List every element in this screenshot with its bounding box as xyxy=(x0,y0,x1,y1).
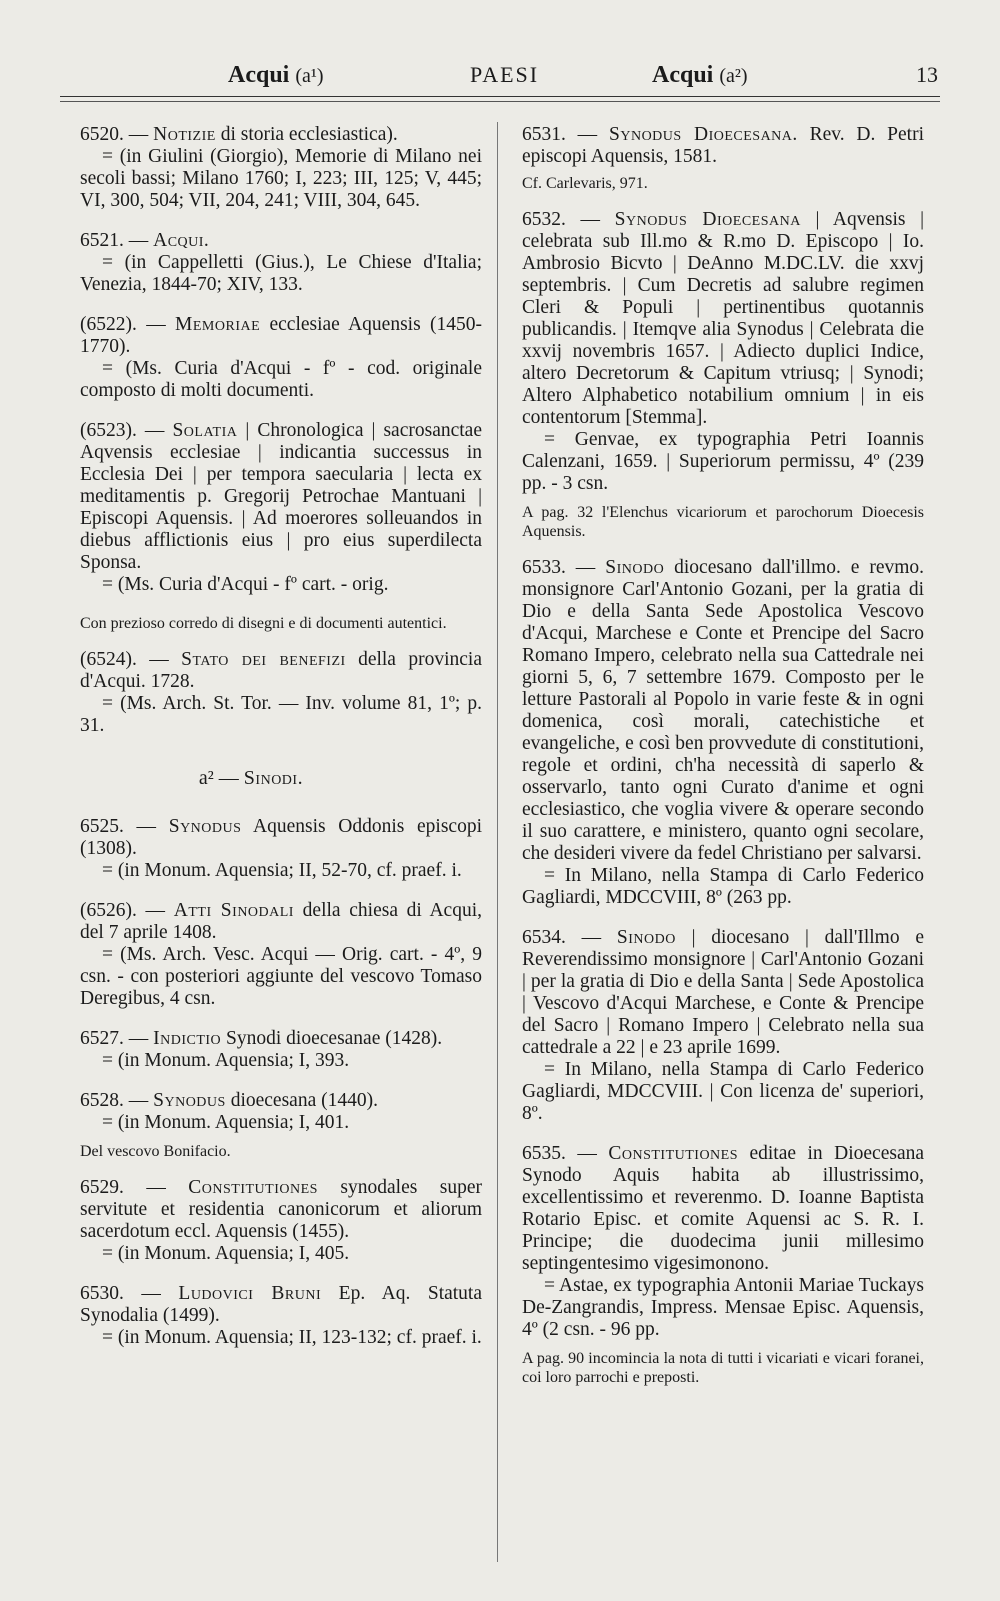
header-section: PAESI xyxy=(470,62,540,87)
entry-6526: (6526). — Atti Sinodali della chiesa di Acqui, del 7 aprile 1408. = (Ms. Arch. Vesc. Acqui — Orig. cart. - 4º, 9 csn. - con posteriori aggiunte del vescovo Tomaso Deregibus, 4 csn. xyxy=(80,900,482,1009)
column-separator xyxy=(497,122,498,1562)
note-6535: A pag. 90 incomincia la nota di tutti i vicariati e vicari foranei, coi loro parrochi e preposti. xyxy=(522,1350,924,1386)
page-number: 13 xyxy=(916,62,938,87)
header-rule-thin xyxy=(60,101,940,102)
entry-6528: 6528. — Synodus dioecesana (1440). = (in Monum. Aquensia; I, 401. xyxy=(80,1090,378,1133)
note-6531: Cf. Carlevaris, 971. xyxy=(522,175,648,192)
entry-6525: 6525. — Synodus Aquensis Oddonis episcopi (1308). = (in Monum. Aquensia; II, 52-70, cf. praef. i. xyxy=(80,816,482,881)
entry-6529: 6529. — Constitutiones synodales super servitute et residentia canonicorum et aliorum sacerdotum eccl. Aquensis (1455). = (in Monum. Aquensia; I, 405. xyxy=(80,1177,482,1264)
header-right-title: Acqui (a²) xyxy=(652,62,748,88)
entry-6533: 6533. — Sinodo diocesano dall'illmo. e revmo. monsignore Carl'Antonio Gozani, per la gratia di Dio e della Santa Sede Apostolica Vescovo d'Acqui, Marchese e Conte et Prencipe del Sacro Romano Impero, celebrato nella sua Cattedrale nei giorni 5, 6, 7 settembre 1679. Composto per le letture Pastorali al Popolo in varie feste & in ogni domenica, così morali, catechistiche et evangeliche, e così ben provvedute di constitutioni, regole et ordini, ch'ha necessità di saperlo & osservarlo, tanto ogni Curato d'anime et ogni ecclesiastico, che voglia vivere & operare secondo il suo carattere, e ministero, quanto ogni secolare, che desideri vivere da fedel Christiano per salvarsi. = In Milano, nella Stampa di Carlo Federico Gagliardi, MDCCVIII, 8º (263 pp. xyxy=(522,557,925,908)
entry-6523: (6523). — Solatia | Chronologica | sacrosanctae Aqvensis ecclesiae | indicantia successus in Ecclesia Dei | per tempora saecularia | lecta ex meditamentis p. Gregorij Petrochae Mantuani | Episcopi Aquensis. | Ad moerores solleuandos in diebus afflictionis eius | pro eius superdilecta Sponsa. = (Ms. Curia d'Acqui - fº cart. - orig. xyxy=(80,420,482,595)
header-left-title: Acqui (a¹) xyxy=(228,62,324,88)
section-heading: a² — Sinodi. xyxy=(198,767,304,789)
entry-6527: 6527. — Indictio Synodi dioecesanae (1428). = (in Monum. Aquensia; I, 393. xyxy=(80,1028,443,1071)
running-header xyxy=(60,56,940,96)
entry-6524: (6524). — Stato dei benefizi della provincia d'Acqui. 1728. = (Ms. Arch. St. Tor. — Inv. volume 81, 1º; p. 31. xyxy=(80,649,482,736)
entry-6522: (6522). — Memoriae ecclesiae Aquensis (1450-1770). = (Ms. Curia d'Acqui - fº - cod. originale composto di molti documenti. xyxy=(80,314,482,401)
entry-6535: 6535. — Constitutiones editae in Dioecesana Synodo Aquis habita ab illustrissimo, excellentissimo et reverenmo. D. Ioanne Baptista Rotario Episc. et comite Aquensi ac S. R. I. Principe; die duodecima junii millesimo septingentesimo vigesimonono. = Astae, ex typographia Antonii Mariae Tuckays De-Zangrandis, Impress. Mensae Episc. Aquensis, 4º (2 csn. - 96 pp. xyxy=(522,1143,925,1340)
entry-6534: 6534. — Sinodo | diocesano | dall'Illmo e Reverendissimo monsignore | Carl'Antonio Gozani | per la gratia di Dio e della Santa | Sede Apostolica | Vescovo d'Acqui Marchese, e Conte & Prencipe del Sacro | Romano Impero | Celebrato nella sua cattedrale a 22 | e 23 aprile 1699. = In Milano, nella Stampa di Carlo Federico Gagliardi, MDCCVIII. | Con licenza de' superiori, 8º. xyxy=(522,927,925,1124)
header-rule xyxy=(60,96,940,97)
note-6532: A pag. 32 l'Elenchus vicariorum et parochorum Dioecesis Aquensis. xyxy=(522,504,924,540)
left-column xyxy=(80,124,482,1367)
right-column xyxy=(522,124,924,1403)
entry-6521: 6521. — Acqui. = (in Cappelletti (Gius.), Le Chiese d'Italia; Venezia, 1844-70; XIV, 133. xyxy=(80,230,482,295)
entry-6530: 6530. — Ludovici Bruni Ep. Aq. Statuta Synodalia (1499). = (in Monum. Aquensia; II, 123-132; cf. praef. i. xyxy=(80,1283,483,1348)
entry-6531: 6531. — Synodus Dioecesana. Rev. D. Petri episcopi Aquensis, 1581. xyxy=(522,124,925,167)
note-6523: Con prezioso corredo di disegni e di documenti autentici. xyxy=(80,615,447,632)
entry-6532: 6532. — Synodus Dioecesana | Aqvensis | celebrata sub Ill.mo & R.mo D. Episcopo | Io. Ambrosio Bicvto | DeAnno M.DC.LV. die xxvj septembris. | Cum Decretis ad salubre regimen Cleri & Populi | pertinentibus quotannis publicandis. | Itemqve alia Synodus | Celebrata die xxvij novembris 1657. | Adiecto duplici Indice, altero Decretorum & Capitum vtriusq; | Synodi; Altero Alphabetico notabilium omnium | in eis contentorum [Stemma]. = Genvae, ex typographia Petri Ioannis Calenzani, 1659. | Superiorum permissu, 4º (239 pp. - 3 csn. xyxy=(522,209,925,494)
entry-6520: 6520. — Notizie di storia ecclesiastica). = (in Giulini (Giorgio), Memorie di Milano nei secoli bassi; Milano 1760; I, 223; III, 125; V, 445; VI, 300, 504; VII, 204, 241; VIII, 304, 645. xyxy=(80,124,482,211)
note-6528: Del vescovo Bonifacio. xyxy=(80,1143,231,1160)
